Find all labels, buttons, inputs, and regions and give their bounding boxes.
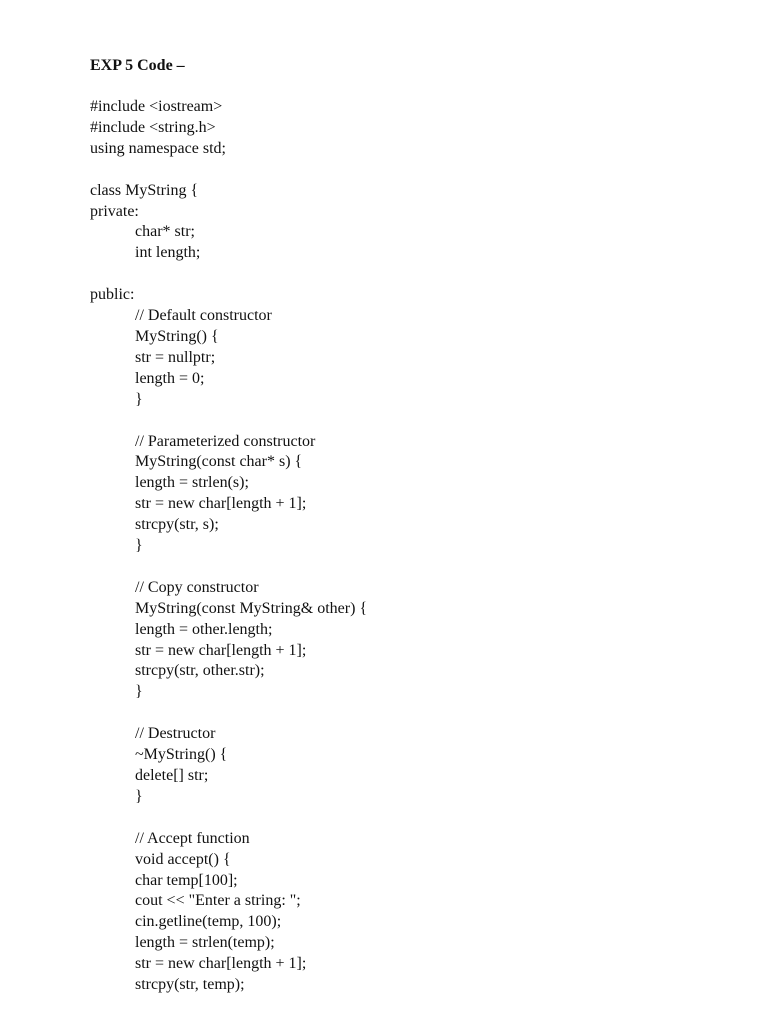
code-line: // Accept function [135, 829, 250, 847]
blank-line [90, 160, 367, 181]
code-line: char* str; [135, 223, 195, 241]
code-line: ~MyString() { [135, 746, 228, 764]
code-line: strcpy(str, other.str); [135, 662, 265, 680]
code-line: #include <string.h> [90, 118, 216, 136]
code-line: MyString(const char* s) { [135, 453, 303, 471]
code-line: cout << "Enter a string: "; [135, 892, 301, 910]
code-line: int length; [135, 244, 201, 262]
code-line: } [135, 537, 143, 555]
code-line: // Copy constructor [135, 578, 259, 596]
code-line: cin.getline(temp, 100); [135, 913, 282, 931]
code-line: MyString() { [135, 327, 219, 345]
code-line: length = strlen(s); [135, 474, 249, 492]
code-line: // Destructor [135, 725, 216, 743]
code-line: delete[] str; [135, 767, 209, 784]
document-heading: EXP 5 Code – [90, 57, 185, 74]
code-line: str = new char[length + 1]; [135, 641, 307, 659]
blank-line [90, 557, 367, 578]
code-line: #include <iostream> [90, 98, 223, 115]
blank-line [90, 264, 367, 285]
code-line: str = new char[length + 1]; [135, 495, 307, 513]
code-line: public: [90, 286, 135, 304]
code-block [90, 97, 367, 996]
code-line: str = nullptr; [135, 348, 216, 366]
code-line: length = 0; [135, 369, 205, 387]
code-line: } [135, 683, 143, 701]
code-line: char temp[100]; [135, 871, 238, 889]
code-line: strcpy(str, temp); [135, 976, 245, 994]
code-line: class MyString { [90, 181, 199, 199]
code-line: str = new char[length + 1]; [135, 955, 307, 973]
code-line: length = other.length; [135, 620, 273, 638]
code-line: MyString(const MyString& other) { [135, 599, 368, 617]
blank-line [90, 703, 367, 724]
code-line: // Parameterized constructor [135, 432, 316, 450]
code-line: using namespace std; [90, 139, 226, 157]
code-line: length = strlen(temp); [135, 934, 275, 952]
code-line: } [135, 390, 143, 408]
code-line: // Default constructor [135, 307, 272, 325]
code-line: void accept() { [135, 850, 231, 868]
code-line: } [135, 787, 143, 805]
code-line: private: [90, 202, 139, 220]
code-line: strcpy(str, s); [135, 516, 219, 534]
blank-line [90, 808, 367, 829]
blank-line [90, 411, 367, 432]
